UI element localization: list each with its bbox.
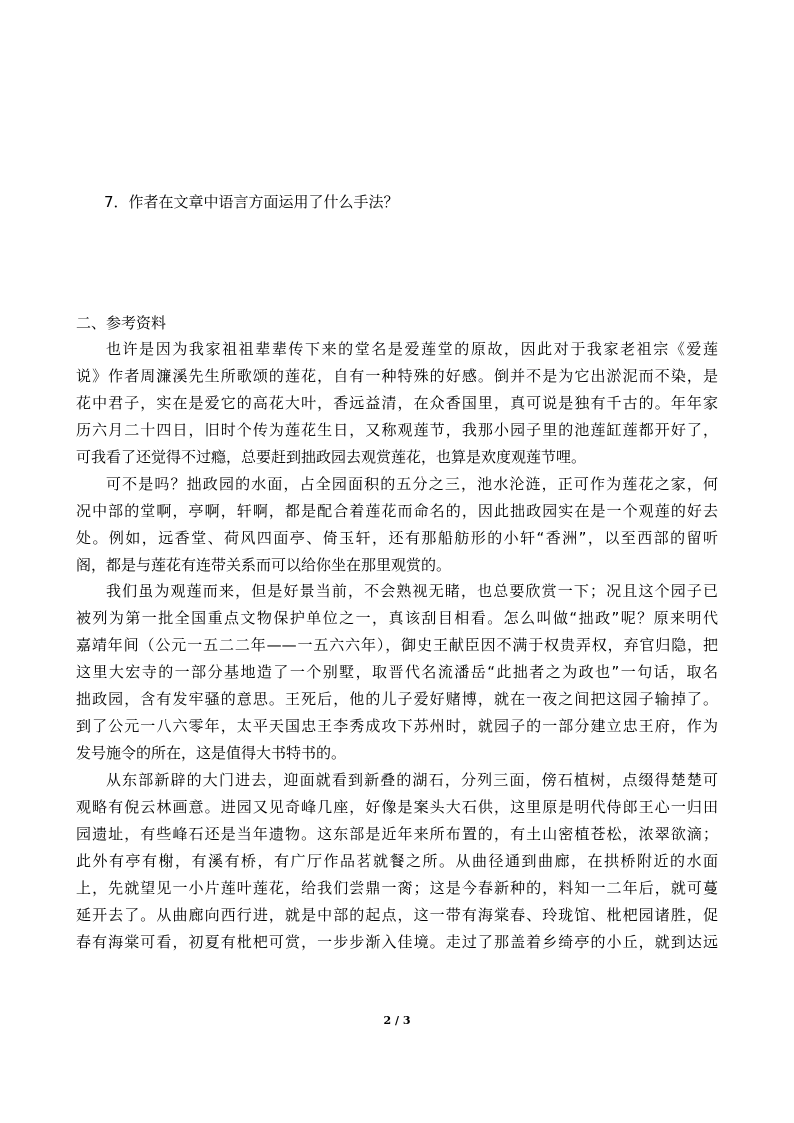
paragraph-3-line-3: 嘉靖年间（公元一五二二年——一五六六年），御史王献臣因不满于权贵弄权，弃官归隐，把	[76, 636, 718, 655]
paragraph-4-line-5: 上，先就望见一小片莲叶莲花，给我们尝鼎一脔；这是今春新种的，料知一二年后，就可蔓	[76, 878, 718, 897]
reference-text	[76, 336, 718, 956]
paragraph-4-line-2: 观略有倪云林画意。进园又见奇峰几座，好像是案头大石供，这里原是明代侍郎王心一归田	[76, 797, 718, 816]
question-7: 7．作者在文章中语言方面运用了什么手法？	[104, 193, 399, 211]
paragraph-1-line-5: 可我看了还觉得不过瘾，总要赶到拙政园去观赏莲花，也算是欢度观莲节哩。	[76, 447, 587, 466]
paragraph-3-line-7: 发号施令的所在，这是值得大书特书的。	[76, 744, 347, 763]
page-number: 2 / 3	[383, 1014, 411, 1027]
paragraph-3-line-4: 这里大宏寺的一部分基地造了一个别墅，取晋代名流潘岳“此拙者之为政也”一句话，取名	[76, 663, 718, 682]
paragraph-4-line-3: 园遗址，有些峰石还是当年遗物。这东部是近年来所布置的，有土山密植苍松，浓翠欲滴；	[76, 824, 718, 843]
paragraph-3-line-1: 我们虽为观莲而来，但是好景当前，不会熟视无睹，也总要欣赏一下；况且这个园子已	[106, 582, 718, 601]
section-heading: 二、参考资料	[76, 314, 167, 332]
paragraph-2-line-3: 处。例如，远香堂、荷风四面亭、倚玉轩，还有那船舫形的小轩“香洲”，以至西部的留听	[76, 528, 718, 547]
paragraph-3-line-6: 到了公元一八六零年，太平天国忠王李秀成攻下苏州时，就园子的一部分建立忠王府，作为	[76, 717, 718, 736]
paragraph-3-line-5: 拙政园，含有发牢骚的意思。王死后，他的儿子爱好赌博，就在一夜之间把这园子输掉了。	[76, 690, 718, 709]
paragraph-2-line-1: 可不是吗？拙政园的水面，占全园面积的五分之三，池水沦涟，正可作为莲花之家，何	[106, 474, 718, 493]
paragraph-3-line-2: 被列为第一批全国重点文物保护单位之一，真该刮目相看。怎么叫做“拙政”呢？原来明代	[76, 609, 718, 628]
paragraph-2-line-2: 况中部的堂啊，亭啊，轩啊，都是配合着莲花而命名的，因此拙政园实在是一个观莲的好去	[76, 501, 718, 520]
paragraph-1-line-4: 历六月二十四日，旧时个传为莲花生日，又称观莲节，我那小园子里的池莲缸莲都开好了，	[76, 420, 718, 439]
paragraph-2-line-4: 阁，都是与莲花有连带关系而可以给你坐在那里观赏的。	[76, 555, 452, 574]
paragraph-4-line-7: 春有海棠可看，初夏有枇杷可赏，一步步渐入佳境。走过了那盖着乡绮亭的小丘，就到达远	[76, 932, 718, 951]
paragraph-4-line-1: 从东部新辟的大门进去，迎面就看到新叠的湖石，分列三面，傍石植树，点缀得楚楚可	[106, 771, 718, 789]
paragraph-4-line-6: 延开去了。从曲廊向西行进，就是中部的起点，这一带有海棠春、玲珑馆、枇杷园诸胜，促	[76, 905, 718, 924]
paragraph-1-line-3: 花中君子，实在是爱它的高花大叶，香远益清，在众香国里，真可说是独有千古的。年年家	[76, 393, 718, 412]
paragraph-1-line-2: 说》作者周濂溪先生所歌颂的莲花，自有一种特殊的好感。倒并不是为它出淤泥而不染，是	[76, 366, 718, 385]
paragraph-1-line-1: 也许是因为我家祖祖辈辈传下来的堂名是爱莲堂的原故，因此对于我家老祖宗《爱莲	[106, 340, 718, 358]
paragraph-4-line-4: 此外有亭有榭，有溪有桥，有广厅作品茗就餐之所。从曲径通到曲廊，在拱桥附近的水面	[76, 851, 718, 870]
